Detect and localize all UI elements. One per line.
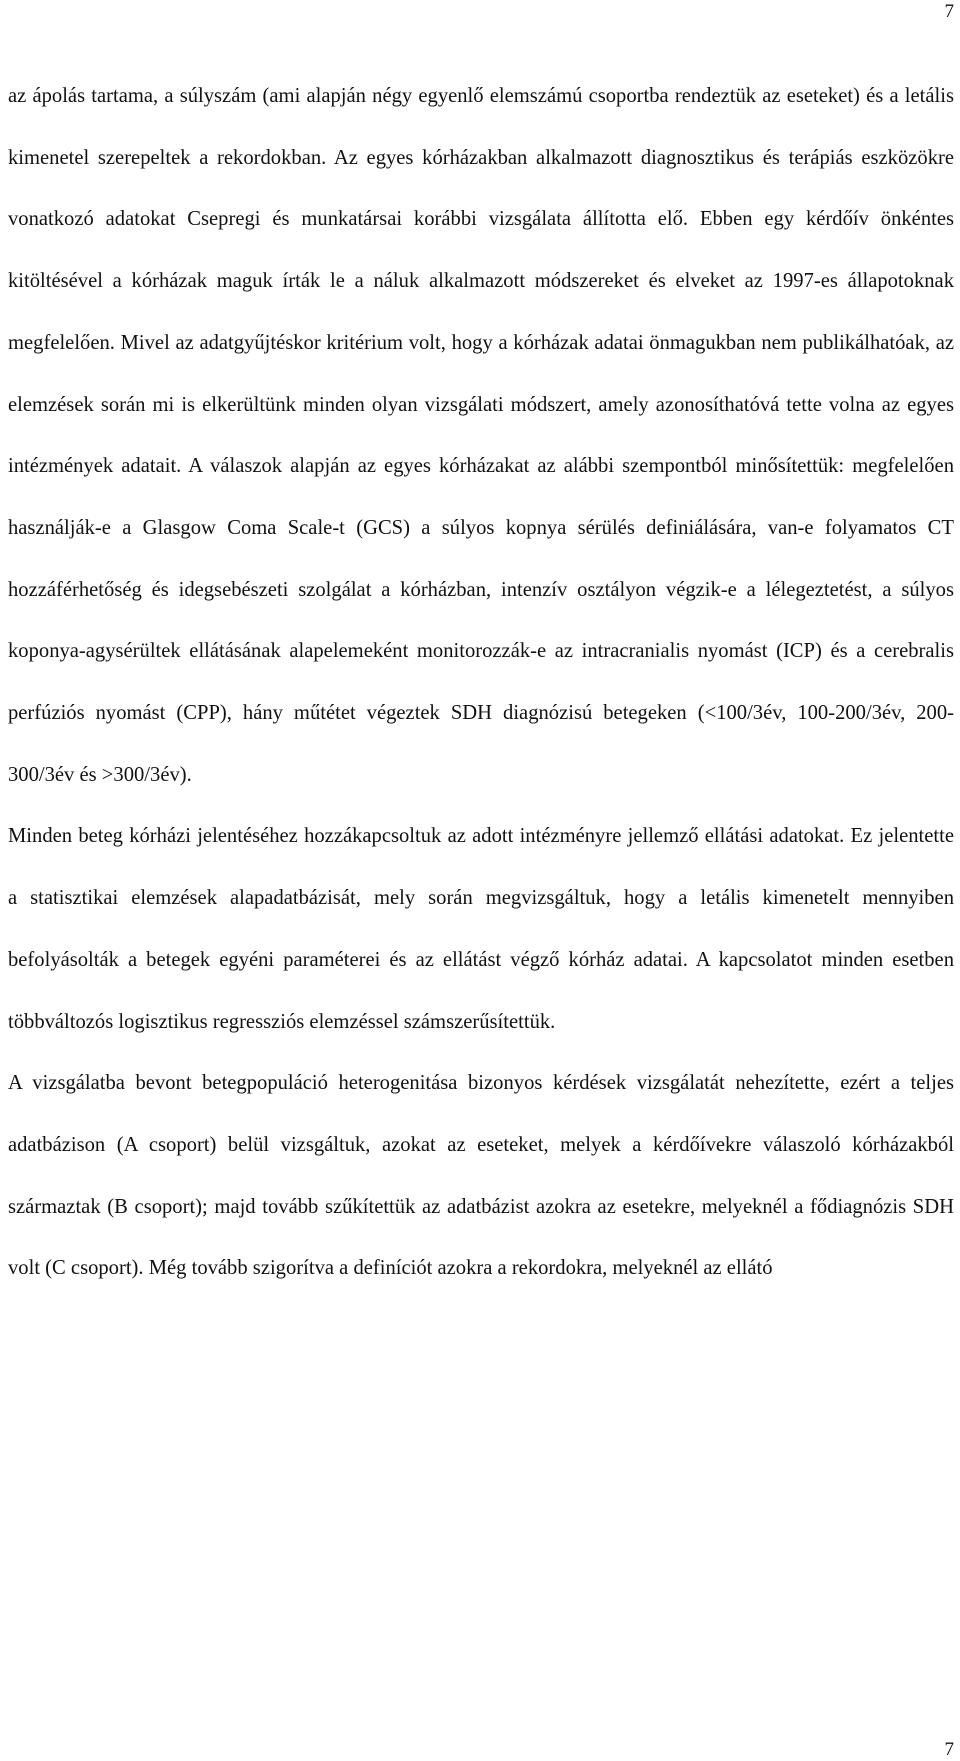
body-text <box>8 66 954 1300</box>
page-number-bottom: 7 <box>944 1739 954 1760</box>
page-number-top: 7 <box>944 1 954 22</box>
paragraph-1: az ápolás tartama, a súlyszám (ami alapján négy egyenlő elemszámú csoportba rendeztük az eseteket) és a letális kimenetel szerepeltek a rekordokban. Az egyes kórházakban alkalmazott diagnosztikus és terápiás eszközökre vonatkozó adatokat Csepregi és munkatársai korábbi vizsgálata állította elő. Ebben egy kérdőív önkéntes kitöltésével a kórházak maguk írták le a náluk alkalmazott módszereket és elveket az 1997-es állapotoknak megfelelően. Mivel az adatgyűjtéskor kritérium volt, hogy a kórházak adatai önmagukban nem publikálhatóak, az elemzések során mi is elkerültünk minden olyan vizsgálati módszert, amely azonosíthatóvá tette volna az egyes intézmények adatait. A válaszok alapján az egyes kórházakat az alábbi szempontból minősítettük: megfelelően használják-e a Glasgow Coma Scale-t (GCS) a súlyos kopnya sérülés definiálására, van-e folyamatos CT hozzáférhetőség és idegsebészeti szolgálat a kórházban, intenzív osztályon végzik-e a lélegeztetést, a súlyos koponya-agysérültek ellátásának alapelemeként monitorozzák-e az intracranialis nyomást (ICP) és a cerebralis perfúziós nyomást (CPP), hány műtétet végeztek SDH diagnózisú betegeken (<100/3év, 100-200/3év, 200-300/3év és >300/3év). <box>8 85 954 786</box>
paragraph-2: Minden beteg kórházi jelentéséhez hozzákapcsoltuk az adott intézményre jellemző ellátási adatokat. Ez jelentette a statisztikai elemzések alapadatbázisát, mely során megvizsgáltuk, hogy a letális kimenetelt mennyiben befolyásolták a betegek egyéni paraméterei és az ellátást végző kórház adatai. A kapcsolatot minden esetben többváltozós logisztikus regressziós elemzéssel számszerűsítettük. <box>8 825 954 1033</box>
paragraph-3: A vizsgálatba bevont betegpopuláció heterogenitása bizonyos kérdések vizsgálatát nehezítette, ezért a teljes adatbázison (A csoport) belül vizsgáltuk, azokat az eseteket, melyek a kérdőívekre válaszoló kórházakból származtak (B csoport); majd tovább szűkítettük az adatbázist azokra az esetekre, melyeknél a fődiagnózis SDH volt (C csoport). Még tovább szigorítva a definíciót azokra a rekordokra, melyeknél az ellátó <box>8 1072 954 1280</box>
